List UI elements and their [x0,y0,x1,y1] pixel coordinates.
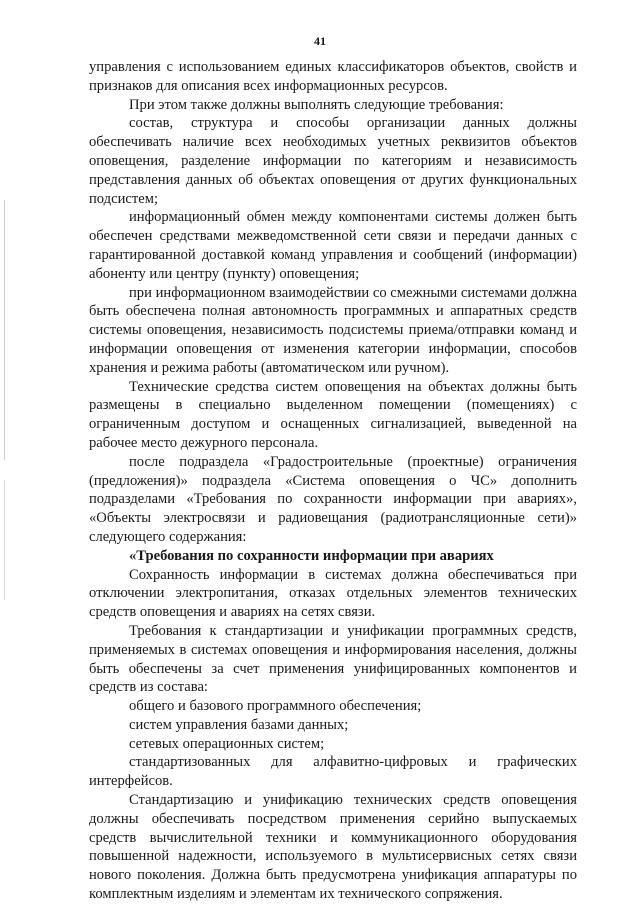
paragraph-standardization: Требования к стандартизации и унификации программных средств, применяемых в системах оповещения и информирования населения, должны быть обеспечены за счет применения унифицированных компонентов и средств из состава: [89,622,577,696]
paragraph-amendment: после подраздела «Градостроительные (проектные) ограничения (предложения)» подраздела «Система оповещения о ЧС» дополнить подразделами «Требования по сохранности информации при авариях», «Объекты электросвязи и радиовещания (радиотрансляционные сети)» следующего содержания: [89,453,577,545]
page-number: 41 [314,34,326,48]
scan-edge-mark [4,480,5,600]
list-item: стандартизованных для алфавитно-цифровых и графических интерфейсов. [89,754,577,790]
paragraph-hardware-unification: Стандартизацию и унификацию технических средств оповещения должны обеспечивать посредством применения серийно выпускаемых средств вычислительной техники и коммуникационного оборудования повышенной надежности, используемого в мультисервисных сетях связи нового поколения. Должна быть предусмотрена унификация аппаратуры по комплектным изделиям и элементам их технического сопряжения. [89,792,577,903]
paragraph-information-exchange: информационный обмен между компонентами системы должен быть обеспечен средствами межведомственной сети связи и передачи данных с гарантированной доставкой команд управления и сообщений (информации) абоненту или центру (пункту) оповещения; [89,209,577,282]
list-item: систем управления базами данных; [129,716,349,733]
list-item: общего и базового программного обеспечения; [129,698,422,715]
paragraph-requirements-intro: При этом также должны выполнять следующие требования: [129,96,504,113]
scan-edge-mark [4,200,5,460]
document-body [89,58,577,904]
paragraph-interaction: при информационном взаимодействии со смежными системами должна быть обеспечена полная автономность программных и аппаратных средств системы оповещения, независимость подсистемы приема/отправки команд и информации оповещения от изменения категории информации, способов хранения и режима работы (автоматическом или ручном). [89,284,577,376]
paragraph-continuation: управления с использованием единых классификаторов объектов, свойств и признаков для описания всех информационных ресурсов. [89,59,577,94]
paragraph-data-structure: состав, структура и способы организации данных должны обеспечивать наличие всех необходимых учетных реквизитов объектов оповещения, разделение информации по категориям и независимость представления данных об объектах оповещения от других функциональных подсистем; [89,115,577,207]
paragraph-technical-means: Технические средства систем оповещения на объектах должны быть размещены в специально выделенном помещении (помещениях) с ограниченным доступом и оснащенных сигнализацией, выведенной на рабочее место дежурного персонала. [89,378,577,451]
list-item: сетевых операционных систем; [129,735,325,752]
section-heading: «Требования по сохранности информации при авариях [129,547,494,564]
paragraph-data-safety: Сохранность информации в системах должна обеспечиваться при отключении электропитания, отказах отдельных элементов технических средств оповещения и авариях на сетях связи. [89,566,577,621]
